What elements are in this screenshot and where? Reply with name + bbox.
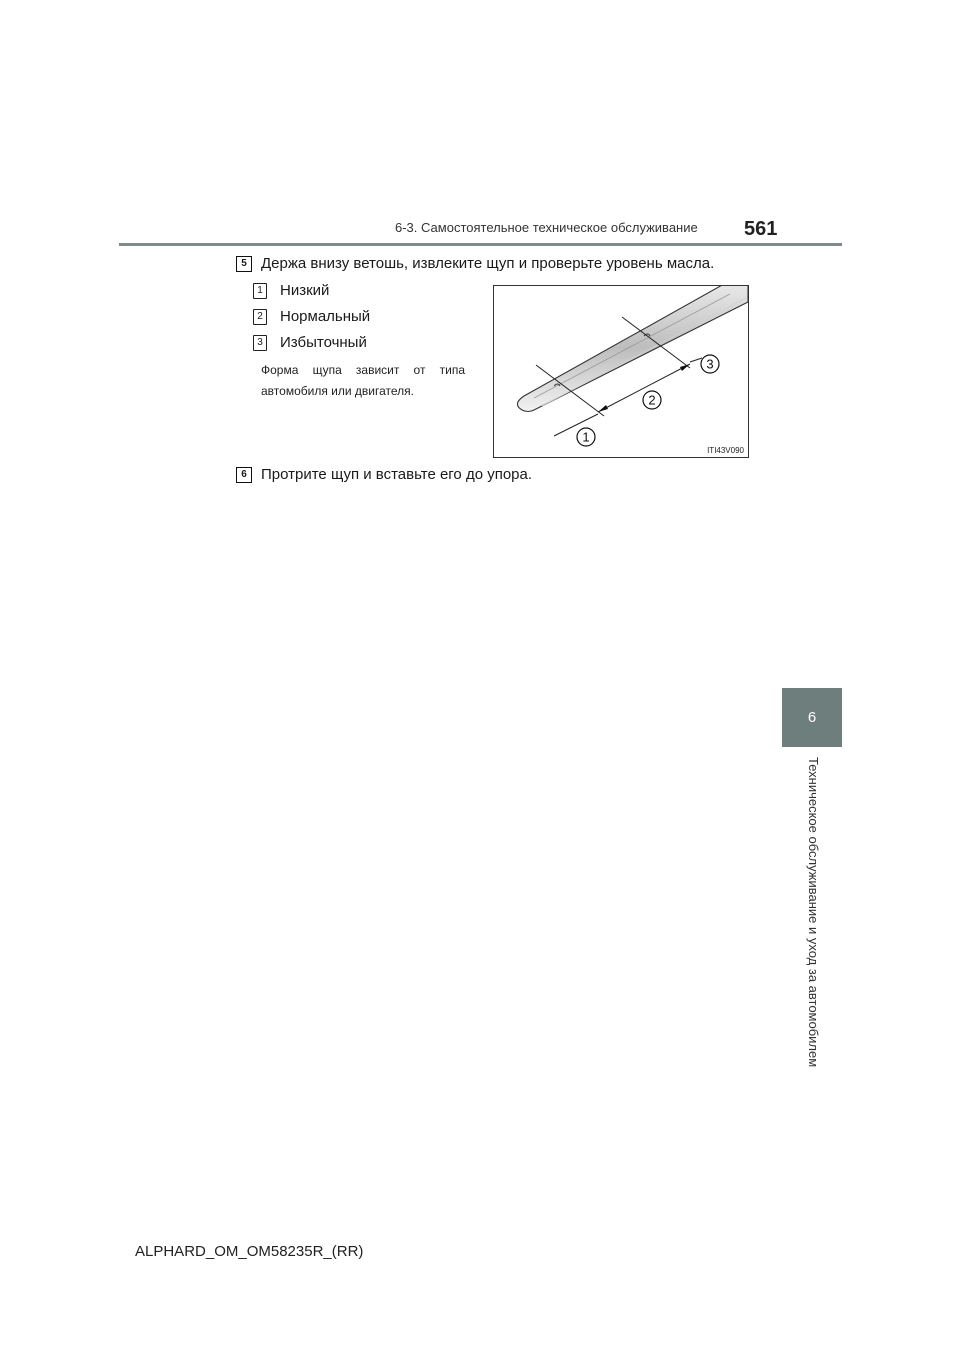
item-label-excess: Избыточный xyxy=(280,334,367,351)
page-number: 561 xyxy=(744,218,778,240)
item-label-normal: Нормальный xyxy=(280,308,371,325)
item-number-badge: 2 xyxy=(253,309,267,325)
callout-2 xyxy=(643,391,661,409)
arrow-head xyxy=(598,405,608,412)
dipstick-edge xyxy=(542,298,746,406)
callout-3 xyxy=(701,355,719,373)
callout-1 xyxy=(577,428,595,446)
dipstick-illustration xyxy=(494,286,748,457)
svg-text:1: 1 xyxy=(582,429,590,445)
dipstick-edge xyxy=(534,294,730,398)
svg-text:2: 2 xyxy=(648,392,656,408)
item-number-badge: 1 xyxy=(253,283,267,299)
callout-3-leader xyxy=(690,358,702,362)
section-title: 6-3. Самостоятельное техническое обслуживание xyxy=(395,220,698,235)
step-text: Протрите щуп и вставьте его до упора. xyxy=(261,466,533,483)
figure-code: ITI43V090 xyxy=(707,446,744,455)
step-number-badge: 5 xyxy=(236,256,252,272)
note-text: Форма щупа зависит от типа автомобиля или двигателя. xyxy=(261,363,465,398)
header-divider xyxy=(119,243,842,246)
svg-text:3: 3 xyxy=(706,356,714,372)
step-text: Держа внизу ветошь, извлеките щуп и проверьте уровень масла. xyxy=(261,255,715,272)
step-number-badge: 6 xyxy=(236,467,252,483)
dipstick-blade xyxy=(517,286,748,412)
chapter-title-vertical xyxy=(803,757,823,1067)
item-number-badge: 3 xyxy=(253,335,267,351)
chapter-title-text: Техническое обслуживание и уход за автомобилем xyxy=(806,757,821,1068)
document-code: ALPHARD_OM_OM58235R_(RR) xyxy=(135,1243,364,1260)
dipstick-figure xyxy=(493,285,749,458)
chapter-tab: 6 xyxy=(782,688,842,747)
item-label-low: Низкий xyxy=(280,282,330,299)
